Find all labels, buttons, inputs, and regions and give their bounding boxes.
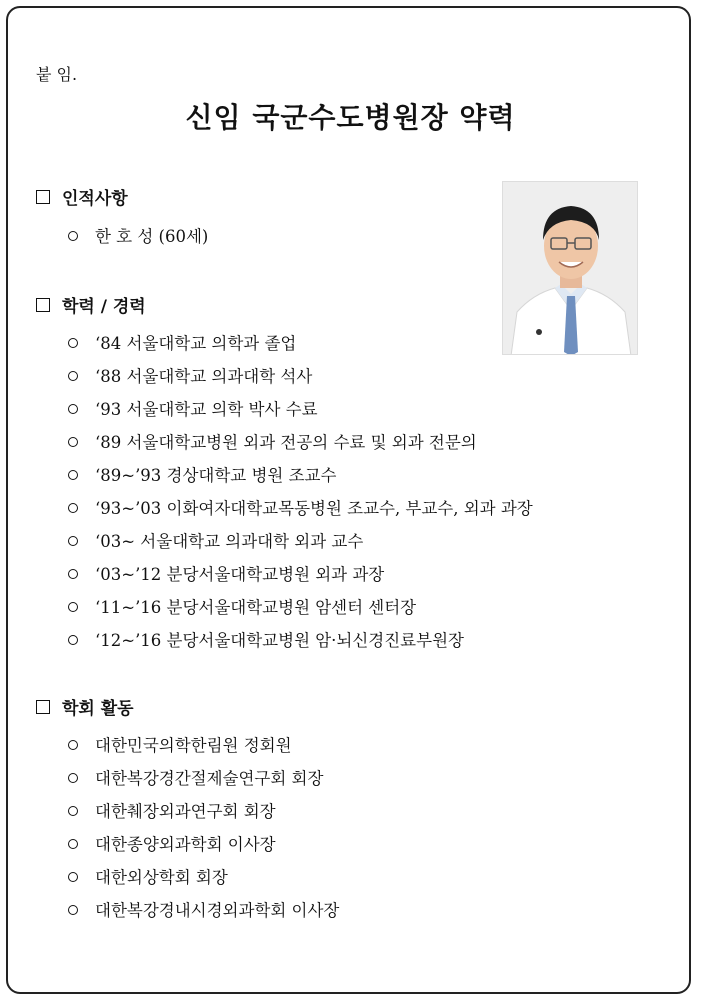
bullet-icon xyxy=(68,437,78,447)
list-item: 한 호 성 (60세) xyxy=(68,220,208,253)
bullet-icon xyxy=(68,338,78,348)
list-item: ‘03~ 서울대학교 의과대학 외과 교수 xyxy=(68,525,533,558)
checkbox-icon xyxy=(36,700,50,714)
list-item: 대한복강경내시경외과학회 이사장 xyxy=(68,894,339,927)
bullet-icon xyxy=(68,231,78,241)
section-society-title: 학회 활동 xyxy=(62,699,134,719)
bullet-icon xyxy=(68,404,78,414)
career-list xyxy=(68,327,533,657)
bullet-icon xyxy=(68,905,78,915)
list-item: ‘89~’93 경상대학교 병원 조교수 xyxy=(68,459,533,492)
bullet-icon xyxy=(68,371,78,381)
bullet-icon xyxy=(68,635,78,645)
list-item: ‘11~’16 분당서울대학교병원 암센터 센터장 xyxy=(68,591,533,624)
bullet-icon xyxy=(68,839,78,849)
list-item: 대한췌장외과연구회 회장 xyxy=(68,795,339,828)
attachment-label: 붙 임. xyxy=(36,65,78,84)
list-item: 대한복강경간절제술연구회 회장 xyxy=(68,762,339,795)
list-item: ‘93 서울대학교 의학 박사 수료 xyxy=(68,393,533,426)
society-list xyxy=(68,729,339,927)
checkbox-icon xyxy=(36,190,50,204)
section-society-heading xyxy=(36,694,134,719)
section-career-title: 학력 / 경력 xyxy=(62,297,146,317)
section-personal-title: 인적사항 xyxy=(62,189,128,209)
checkbox-icon xyxy=(36,298,50,312)
list-item: ‘88 서울대학교 의과대학 석사 xyxy=(68,360,533,393)
bullet-icon xyxy=(68,872,78,882)
bullet-icon xyxy=(68,470,78,480)
bullet-icon xyxy=(68,536,78,546)
list-item: ‘12~’16 분당서울대학교병원 암·뇌신경진료부원장 xyxy=(68,624,533,657)
list-item: ‘84 서울대학교 의학과 졸업 xyxy=(68,327,533,360)
personal-list xyxy=(68,220,208,253)
list-item: ‘93~’03 이화여자대학교목동병원 조교수, 부교수, 외과 과장 xyxy=(68,492,533,525)
list-item: 대한민국의학한림원 정회원 xyxy=(68,729,339,762)
bullet-icon xyxy=(68,602,78,612)
bullet-icon xyxy=(68,503,78,513)
bullet-icon xyxy=(68,569,78,579)
list-item: 대한종양외과학회 이사장 xyxy=(68,828,339,861)
list-item: ‘89 서울대학교병원 외과 전공의 수료 및 외과 전문의 xyxy=(68,426,533,459)
bullet-icon xyxy=(68,806,78,816)
section-career-heading xyxy=(36,292,146,317)
bullet-icon xyxy=(68,740,78,750)
list-item: ‘03~’12 분당서울대학교병원 외과 과장 xyxy=(68,558,533,591)
list-item: 대한외상학회 회장 xyxy=(68,861,339,894)
page-title: 신임 국군수도병원장 약력 xyxy=(185,101,516,134)
section-personal-heading xyxy=(36,184,128,209)
bullet-icon xyxy=(68,773,78,783)
